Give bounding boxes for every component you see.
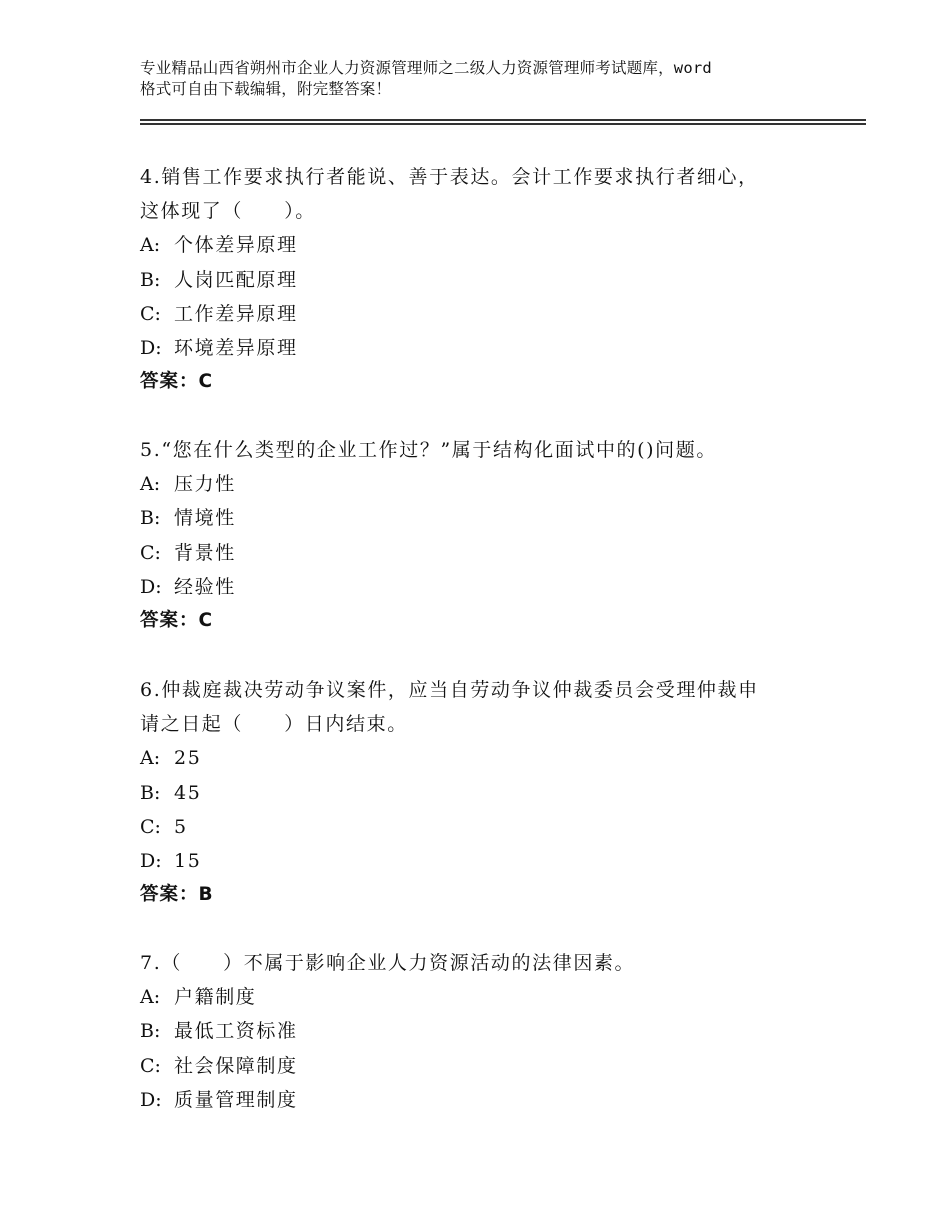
answer-label: 答案：B <box>140 884 214 906</box>
option-letter: A: <box>140 986 161 1009</box>
option-letter: C: <box>140 1054 161 1077</box>
option-b <box>140 776 840 810</box>
option-text: 最低工资标准 <box>174 1020 298 1043</box>
question-stem-line: 6.仲裁庭裁决劳动争议案件，应当自劳动争议仲裁委员会受理仲裁申 <box>140 679 759 701</box>
option-text: 工作差异原理 <box>174 302 298 325</box>
option-text: 质量管理制度 <box>174 1088 298 1111</box>
option-letter: B: <box>140 268 161 291</box>
header-divider-bottom <box>140 123 866 125</box>
option-letter: C: <box>140 815 161 838</box>
answer-label: 答案：C <box>140 609 214 631</box>
option-a <box>140 980 840 1014</box>
question-stem-line: 7.（ ）不属于影响企业人力资源活动的法律因素。 <box>140 952 636 974</box>
option-text: 情境性 <box>174 507 236 530</box>
answer-label: 答案：C <box>140 371 214 393</box>
option-text: 个体差异原理 <box>174 234 298 257</box>
option-c <box>140 536 840 570</box>
option-text: 15 <box>174 849 202 872</box>
option-d <box>140 570 840 604</box>
option-c <box>140 297 840 331</box>
option-text: 5 <box>174 815 188 838</box>
option-letter: A: <box>140 747 161 770</box>
option-d <box>140 1083 840 1117</box>
header-line-2: 格式可自由下载编辑，附完整答案！ <box>140 80 392 98</box>
option-letter: A: <box>140 234 161 257</box>
option-text: 户籍制度 <box>174 986 257 1009</box>
option-letter: C: <box>140 302 161 325</box>
option-b <box>140 263 840 297</box>
question-stem-line: 5.“您在什么类型的企业工作过？”属于结构化面试中的()问题。 <box>140 439 717 461</box>
option-letter: C: <box>140 541 161 564</box>
option-letter: A: <box>140 473 161 496</box>
question-4 <box>140 160 840 399</box>
option-letter: D: <box>140 336 162 359</box>
question-6 <box>140 673 840 912</box>
question-stem-line: 请之日起（ ）日内结束。 <box>140 713 408 736</box>
option-letter: B: <box>140 781 161 804</box>
option-text: 环境差异原理 <box>174 336 298 359</box>
option-letter: D: <box>140 849 162 872</box>
question-stem-line: 4.销售工作要求执行者能说、善于表达。会计工作要求执行者细心， <box>140 166 759 188</box>
option-a <box>140 228 840 262</box>
option-c <box>140 810 840 844</box>
option-letter: B: <box>140 1020 161 1043</box>
option-letter: D: <box>140 1088 162 1111</box>
option-letter: D: <box>140 575 162 598</box>
option-text: 社会保障制度 <box>174 1054 298 1077</box>
option-a <box>140 741 840 775</box>
option-text: 背景性 <box>174 541 236 564</box>
option-text: 45 <box>174 781 202 804</box>
question-5 <box>140 433 840 638</box>
option-letter: B: <box>140 507 161 530</box>
document-header <box>140 58 840 100</box>
question-stem-line: 这体现了（ ）。 <box>140 200 316 223</box>
question-7 <box>140 946 840 1117</box>
option-text: 经验性 <box>174 575 236 598</box>
option-a <box>140 467 840 501</box>
option-text: 25 <box>174 747 202 770</box>
option-d <box>140 844 840 878</box>
option-b <box>140 1014 840 1048</box>
option-text: 压力性 <box>174 473 236 496</box>
option-b <box>140 501 840 535</box>
option-d <box>140 331 840 365</box>
option-c <box>140 1049 840 1083</box>
header-line-1: 专业精品山西省朔州市企业人力资源管理师之二级人力资源管理师考试题库，word <box>140 59 712 77</box>
option-text: 人岗匹配原理 <box>174 268 298 291</box>
header-divider-top <box>140 119 866 121</box>
